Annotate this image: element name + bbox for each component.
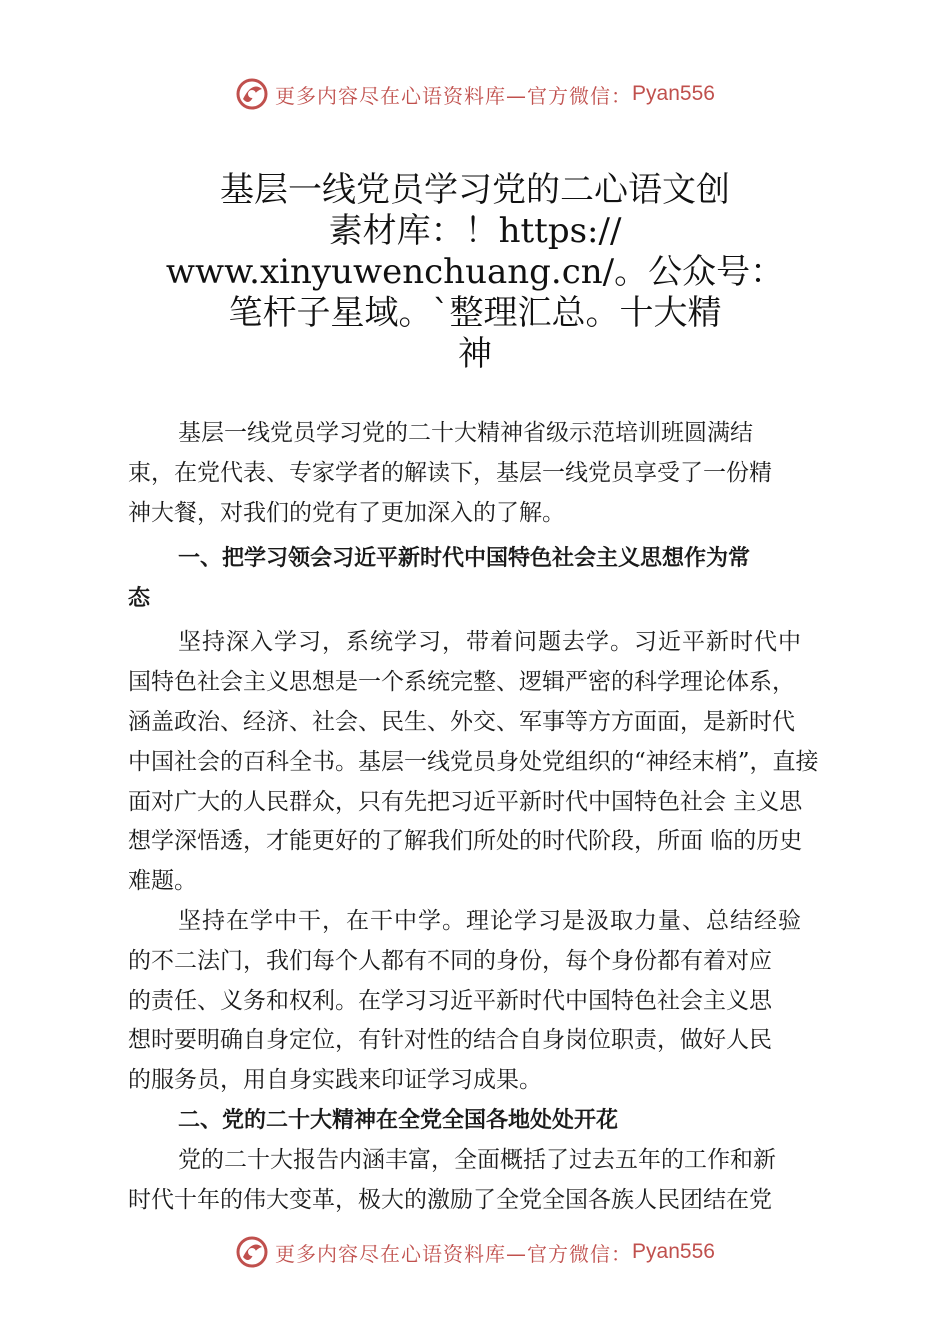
paragraph-line: 坚持深入学习，系统学习，带着问题去学。习近平新时代中: [178, 629, 802, 656]
intro-line: 束，在党代表、专家学者的解读下，基层一线党员享受了一份精: [128, 459, 772, 486]
title-line: 素材库：！https://: [328, 211, 622, 251]
header-banner: [0, 74, 950, 114]
document-body: [128, 414, 863, 1221]
paragraph-line: 国特色社会主义思想是一个系统完整、逻辑严密的科学理论体系，: [128, 669, 795, 696]
title-line: 笔杆子星域。`整理汇总。十大精: [228, 293, 722, 333]
paragraph-line: 难题。: [128, 868, 197, 895]
footer-banner: [0, 1232, 950, 1272]
banner-text: 更多内容尽在心语资料库—官方微信：: [275, 1241, 633, 1266]
intro-line: 基层一线党员学习党的二十大精神省级示范培训班圆满结: [178, 420, 753, 446]
paragraph-line: 党的二十大报告内涵丰富，全面概括了过去五年的工作和新: [178, 1146, 776, 1173]
section-heading: 二、党的二十大精神在全党全国各地处处开花: [178, 1107, 619, 1133]
paragraph-line: 坚持在学中干，在干中学。理论学习是汲取力量、总结经验: [178, 907, 802, 934]
title-line: 基层一线党员学习党的二心语文创: [220, 170, 730, 210]
document-title: [160, 170, 790, 375]
section-heading: 态: [128, 586, 151, 612]
title-line: 神: [458, 334, 492, 374]
intro-line: 神大餐，对我们的党有了更加深入的了解。: [128, 499, 565, 526]
paragraph-line: 时代十年的伟大变革，极大的激励了全党全国各族人民团结在党: [128, 1186, 772, 1213]
red-swirl-logo-icon: [235, 77, 269, 111]
red-swirl-logo-icon: [235, 1235, 269, 1269]
title-line: www.xinyuwenchuang.cn/。公众号：: [165, 252, 785, 292]
paragraph-line: 面对广大的人民群众，只有先把习近平新时代中国特色社会 主义思: [128, 788, 803, 815]
banner-text: 更多内容尽在心语资料库—官方微信：: [275, 83, 633, 108]
paragraph-line: 中国社会的百科全书。基层一线党员身处党组织的“神经末梢”，直接: [128, 748, 819, 775]
paragraph-line: 涵盖政治、经济、社会、民生、外交、军事等方方面面，是新时代: [128, 708, 795, 735]
paragraph-line: 的不二法门，我们每个人都有不同的身份，每个身份都有着对应: [128, 947, 772, 974]
banner-wechat-id: Pyan556: [632, 82, 715, 105]
section-heading: 一、把学习领会习近平新时代中国特色社会主义思想作为常: [178, 546, 751, 572]
banner-wechat-id: Pyan556: [632, 1240, 715, 1263]
paragraph-line: 想学深悟透，才能更好的了解我们所处的时代阶段，所面 临的历史: [128, 828, 803, 855]
paragraph-line: 想时要明确自身定位，有针对性的结合自身岗位职责，做好人民: [128, 1027, 772, 1054]
paragraph-line: 的服务员，用自身实践来印证学习成果。: [128, 1067, 542, 1094]
paragraph-line: 的责任、义务和权利。在学习习近平新时代中国特色社会主义思: [128, 987, 772, 1014]
